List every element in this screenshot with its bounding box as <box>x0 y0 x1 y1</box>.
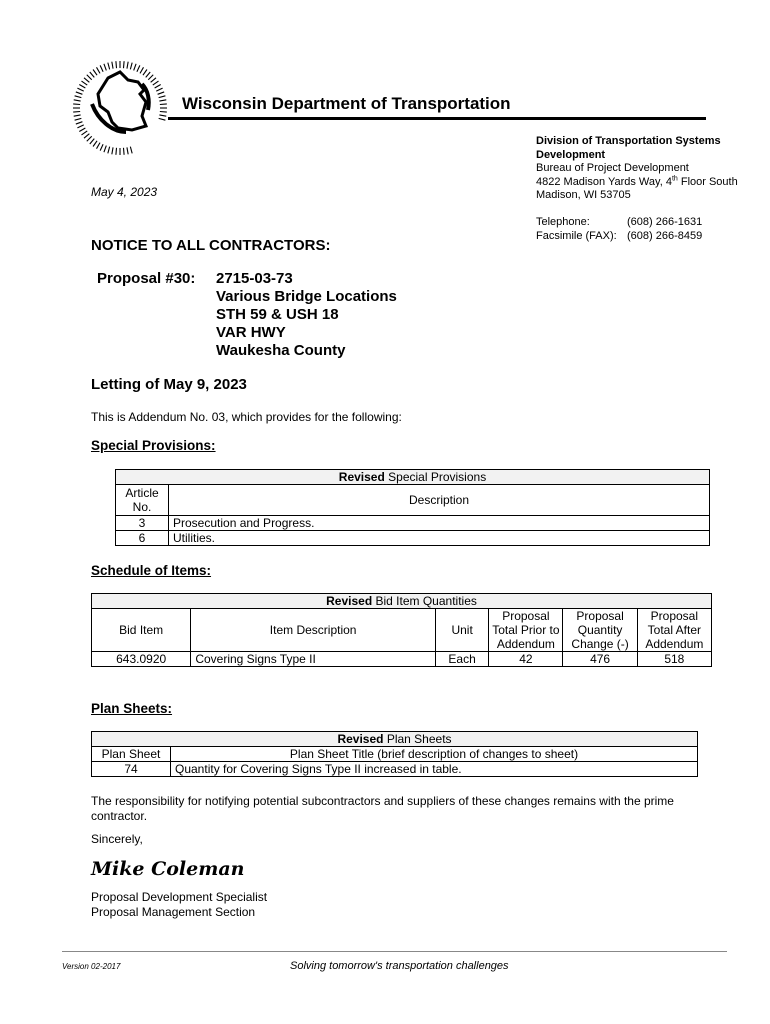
description-cell: Prosecution and Progress. <box>169 516 710 531</box>
proposal-line: Various Bridge Locations <box>216 288 397 305</box>
signer-title: Proposal Development Specialist <box>91 890 268 904</box>
agency-name: Wisconsin Department of Transportation <box>182 94 511 113</box>
letting-date: Letting of May 9, 2023 <box>91 376 247 393</box>
agency-address <box>536 135 738 203</box>
column-header: Article No. <box>116 485 169 516</box>
plan-sheets-heading: Plan Sheets: <box>91 701 173 716</box>
version-label: Version 02-2017 <box>62 962 121 971</box>
fax: (608) 266-8459 <box>627 230 703 242</box>
proposal-line: Waukesha County <box>216 342 346 359</box>
wisdot-logo <box>68 60 172 156</box>
column-header: Plan Sheet <box>92 747 171 762</box>
table-title: Revised Bid Item Quantities <box>92 594 712 609</box>
table-title: Revised Special Provisions <box>116 470 710 485</box>
special-provisions-heading: Special Provisions: <box>91 438 216 453</box>
sincerely: Sincerely, <box>91 832 143 846</box>
column-header: Description <box>169 485 710 516</box>
footer-rule <box>62 951 727 952</box>
schedule-heading: Schedule of Items: <box>91 563 212 578</box>
description-cell: Utilities. <box>169 531 710 546</box>
bid-items-table <box>91 593 712 667</box>
column-header: Proposal Quantity Change (-) <box>563 609 637 652</box>
column-header: Unit <box>435 609 488 652</box>
column-header: Proposal Total Prior to Addendum <box>489 609 563 652</box>
division-line-1: Division of Transportation Systems <box>536 135 721 147</box>
proposal-line: STH 59 & USH 18 <box>216 306 339 323</box>
column-header: Proposal Total After Addendum <box>637 609 711 652</box>
table-row <box>92 652 712 667</box>
city-state-zip: Madison, WI 53705 <box>536 189 631 201</box>
footer-tagline: Solving tomorrow's transportation challenges <box>290 960 509 972</box>
signature: Mike Coleman <box>91 858 245 880</box>
proposal-line: 2715-03-73 <box>216 270 293 287</box>
article-cell: 3 <box>116 516 169 531</box>
prior-total-cell: 42 <box>489 652 563 667</box>
table-row <box>92 762 698 777</box>
letter-date: May 4, 2023 <box>91 185 158 199</box>
proposal-details <box>216 270 397 360</box>
quantity-change-cell: 476 <box>563 652 637 667</box>
column-header: Plan Sheet Title (brief description of changes to sheet) <box>171 747 698 762</box>
division-line-2: Development <box>536 148 606 161</box>
closing-paragraph: The responsibility for notifying potential subcontractors and suppliers of these changes remains with the prime contractor. <box>91 794 674 823</box>
table-row <box>116 516 710 531</box>
signer-section: Proposal Management Section <box>91 904 256 919</box>
fax-label: Facsimile (FAX): <box>536 230 617 242</box>
plan-sheets-table <box>91 731 698 777</box>
proposal-line: VAR HWY <box>216 324 286 341</box>
bid-item-cell: 643.0920 <box>92 652 191 667</box>
plan-sheet-cell: 74 <box>92 762 171 777</box>
unit-cell: Each <box>435 652 488 667</box>
column-header: Bid Item <box>92 609 191 652</box>
table-title: Revised Plan Sheets <box>92 732 698 747</box>
proposal-label: Proposal #30: <box>97 270 196 287</box>
article-cell: 6 <box>116 531 169 546</box>
plan-sheet-title-cell: Quantity for Covering Signs Type II increased in table. <box>171 762 698 777</box>
signer-block <box>91 890 267 919</box>
special-provisions-table <box>115 469 710 546</box>
item-description-cell: Covering Signs Type II <box>191 652 436 667</box>
header-rule <box>168 117 706 120</box>
notice-heading: NOTICE TO ALL CONTRACTORS: <box>91 237 331 254</box>
contact-info <box>536 215 702 243</box>
street-address: 4822 Madison Yards Way, 4th Floor South <box>536 174 738 188</box>
total-after-cell: 518 <box>637 652 711 667</box>
bureau: Bureau of Project Development <box>536 162 689 174</box>
addendum-intro: This is Addendum No. 03, which provides for the following: <box>91 410 402 424</box>
column-header: Item Description <box>191 609 436 652</box>
table-row <box>116 531 710 546</box>
telephone: (608) 266-1631 <box>627 216 703 228</box>
telephone-label: Telephone: <box>536 216 590 228</box>
